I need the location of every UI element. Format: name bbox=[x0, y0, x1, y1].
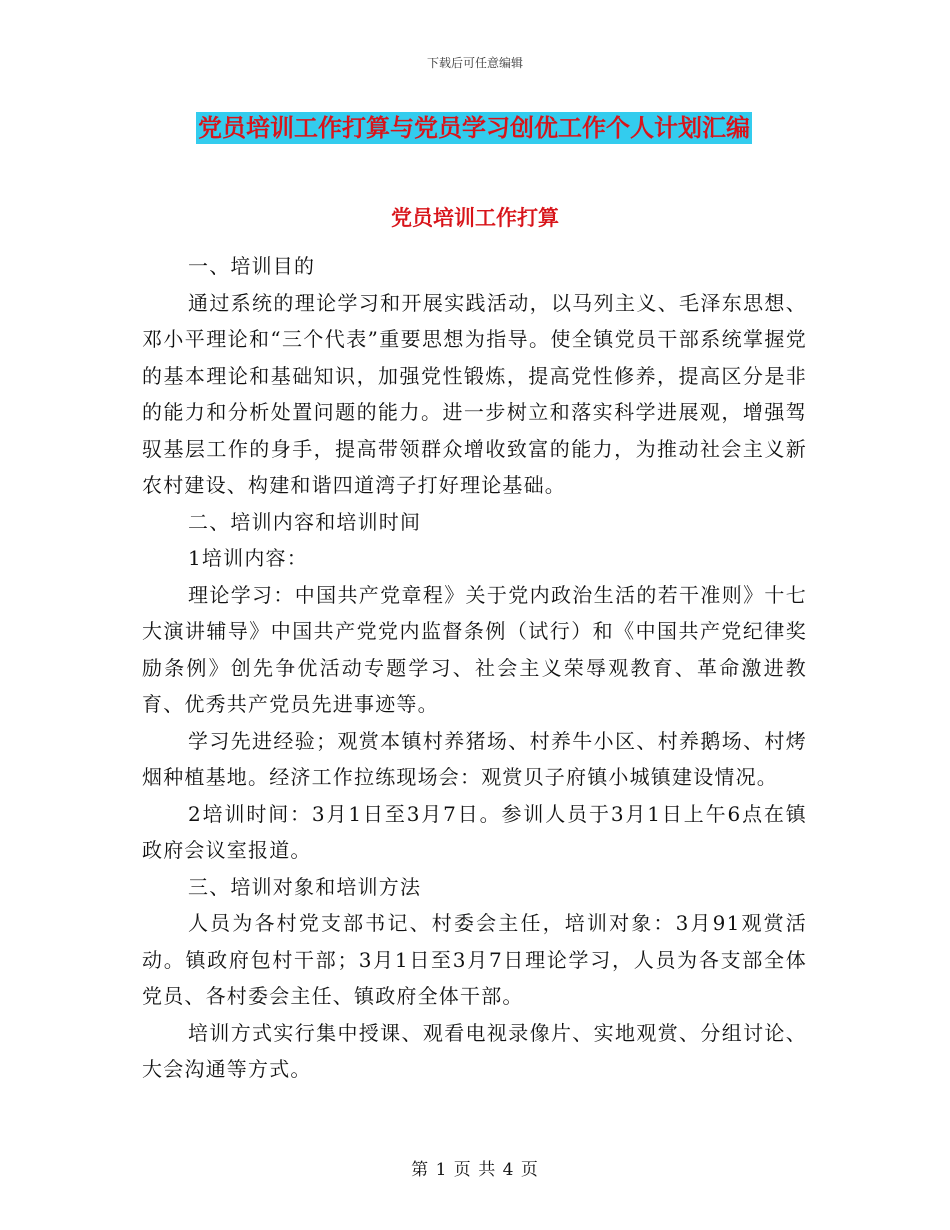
document-title: 党员培训工作打算与党员学习创优工作个人计划汇编 bbox=[198, 113, 750, 142]
page-header-note: 下载后可任意编辑 bbox=[426, 56, 523, 70]
paragraph-theory-study: 理论学习：中国共产党章程》关于党内政治生活的若干准则》十七大演讲辅导》中国共产党党内监督条例（试行）和《中国共产党纪律奖励条例》创先争优活动专题学习、社会主义荣辱观教育、革命激进教育、优秀共产党员先进事迹等。 bbox=[142, 582, 807, 716]
paragraph-target: 人员为各村党支部书记、村委会主任，培训对象：3月91观赏活动。镇政府包村干部；3月1日至3月7日理论学习，人员为各支部全体党员、各村委会主任、镇政府全体干部。 bbox=[142, 911, 807, 1008]
document-body bbox=[142, 248, 807, 1088]
paragraph-experience: 学习先进经验；观赏本镇村养猪场、村养牛小区、村养鹅场、村烤烟种植基地。经济工作拉练现场会：观赏贝子府镇小城镇建设情况。 bbox=[142, 728, 807, 789]
heading-target-method: 三、培训对象和培训方法 bbox=[188, 874, 422, 899]
page-number: 第 1 页 共 4 页 bbox=[411, 1160, 539, 1180]
paragraph-method: 培训方式实行集中授课、观看电视录像片、实地观赏、分组讨论、大会沟通等方式。 bbox=[142, 1020, 807, 1081]
paragraph-time: 2培训时间：3月1日至3月7日。参训人员于3月1日上午6点在镇政府会议室报道。 bbox=[142, 801, 807, 862]
subheading-content: 1培训内容： bbox=[188, 546, 308, 570]
paragraph-purpose: 通过系统的理论学习和开展实践活动，以马列主义、毛泽东思想、邓小平理论和“三个代表”重要思想为指导。使全镇党员干部系统掌握党的基本理论和基础知识，加强党性锻炼，提高党性修养，提高区分是非的能力和分析处置问题的能力。进一步树立和落实科学进展观，增强驾驭基层工作的身手，提高带领群众增收致富的能力，为推动社会主义新农村建设、构建和谐四道湾子打好理论基础。 bbox=[142, 290, 807, 497]
heading-content-time: 二、培训内容和培训时间 bbox=[188, 509, 422, 534]
heading-purpose: 一、培训目的 bbox=[188, 254, 316, 278]
section-title: 党员培训工作打算 bbox=[391, 205, 559, 230]
